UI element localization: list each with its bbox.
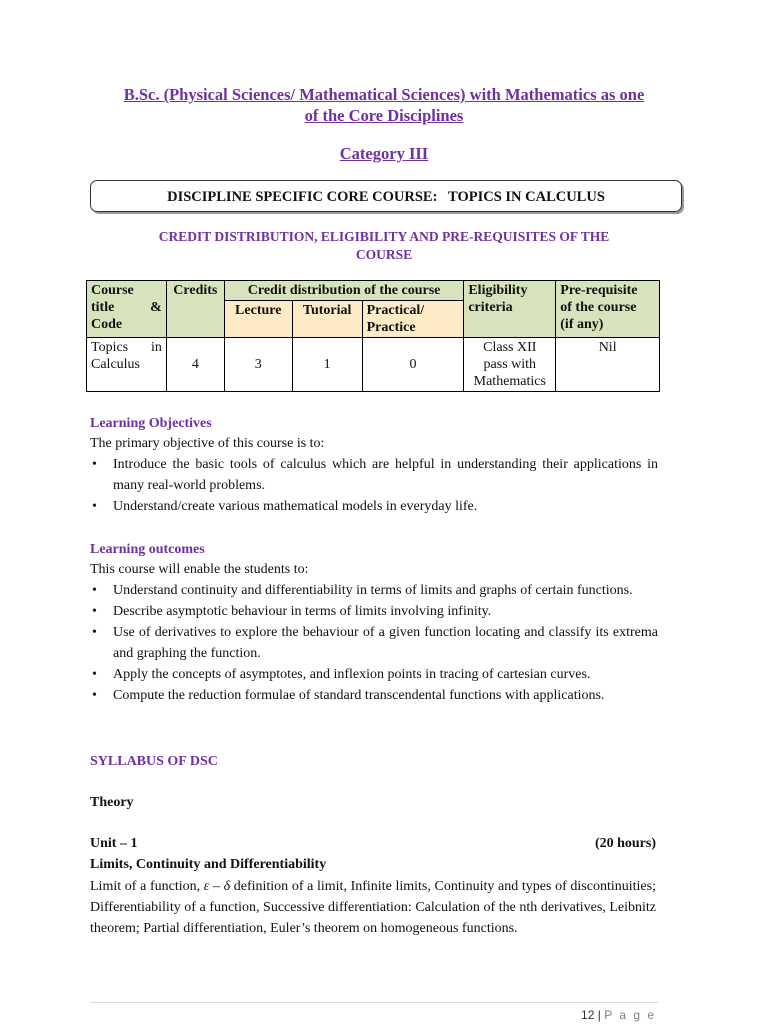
page-number: 12: [581, 1008, 595, 1022]
learning-objectives-list: [90, 454, 658, 517]
cell-lecture: 3: [224, 338, 292, 392]
list-item: • Compute the reduction formulae of standard transcendental functions with applications.: [92, 688, 605, 703]
cell-tutorial: 1: [292, 338, 362, 392]
unit-1-hours: (20 hours): [594, 836, 656, 851]
cell-eligibility: Class XII pass with Mathematics: [464, 338, 556, 392]
footer-separator: |: [597, 1008, 601, 1022]
title-line-1: B.Sc. (Physical Sciences/ Mathematical Sciences) with Mathematics as one: [123, 85, 645, 104]
table-row: [87, 338, 660, 392]
epsilon-delta-symbol: ε – δ: [203, 879, 231, 894]
header-practical: Practical/ Practice: [362, 301, 464, 338]
title-line-2: of the Core Disciplines: [304, 106, 464, 125]
page-footer: [581, 1008, 656, 1022]
learning-outcomes-intro: This course will enable the students to:: [90, 562, 309, 577]
footer-divider: [90, 1002, 658, 1003]
category-heading: Category III: [339, 144, 429, 163]
cell-prerequisite: Nil: [556, 338, 660, 392]
cell-practical: 0: [362, 338, 464, 392]
learning-outcomes-heading: Learning outcomes: [90, 542, 205, 557]
header-credit-distribution: Credit distribution of the course: [224, 281, 464, 301]
cell-course-title: Topics in Calculus: [87, 338, 167, 392]
learning-objectives-intro: The primary objective of this course is to:: [90, 436, 325, 451]
header-credits: Credits: [166, 281, 224, 338]
unit-1-title: Limits, Continuity and Differentiability: [90, 857, 327, 872]
learning-objectives-heading: Learning Objectives: [90, 416, 212, 431]
document-title: [60, 84, 708, 126]
header-prerequisite: Pre-requisite of the course (if any): [556, 281, 660, 338]
syllabus-heading: SYLLABUS OF DSC: [90, 754, 218, 769]
list-item: • Understand/create various mathematical models in everyday life.: [92, 499, 478, 514]
header-tutorial: Tutorial: [292, 301, 362, 338]
course-title-box: DISCIPLINE SPECIFIC CORE COURSE: TOPICS IN CALCULUS: [90, 180, 682, 212]
credit-heading-line-1: CREDIT DISTRIBUTION, ELIGIBILITY AND PRE-REQUISITES OF THE: [158, 229, 610, 244]
learning-outcomes-list: [90, 580, 658, 706]
credit-heading-line-2: COURSE: [355, 247, 413, 262]
list-item: • Introduce the basic tools of calculus which are helpful in understanding their applications in many real-world problems.: [92, 457, 658, 493]
header-eligibility: Eligibility criteria: [464, 281, 556, 338]
unit-1-description: Limit of a function, ε – δ definition of a limit, Infinite limits, Continuity and types of discontinuities; Differentiability of a function, Successive differentiation: Calculation of the nth derivatives, Leibnitz theorem; Partial differentiation, Euler’s theorem on homogeneous functions.: [90, 879, 656, 936]
cell-credits: 4: [166, 338, 224, 392]
list-item: • Apply the concepts of asymptotes, and inflexion points in tracing of cartesian curves.: [92, 667, 591, 682]
header-course-title: Course title & Code: [87, 281, 167, 338]
credit-distribution-heading: [100, 228, 668, 264]
header-lecture: Lecture: [224, 301, 292, 338]
list-item: • Understand continuity and differentiability in terms of limits and graphs of certain functions.: [92, 583, 633, 598]
learning-objectives-section: [90, 416, 658, 517]
learning-outcomes-section: [90, 542, 658, 706]
unit-1-header: [90, 836, 656, 852]
credit-distribution-table: [86, 280, 660, 392]
list-item: • Describe asymptotic behaviour in terms of limits involving infinity.: [92, 604, 492, 619]
theory-heading: Theory: [90, 795, 134, 810]
list-item: • Use of derivatives to explore the behaviour of a given function locating and classify its extrema and graphing the function.: [92, 625, 658, 661]
page-word: P a g e: [604, 1008, 656, 1022]
unit-1-label: Unit – 1: [90, 836, 138, 851]
